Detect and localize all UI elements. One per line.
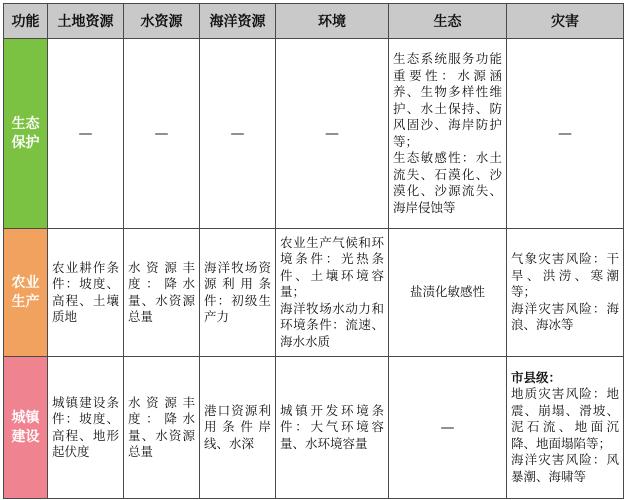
row-agricultural-production: [4, 229, 624, 357]
cell-land: 农业耕作条件：坡度、高程、土壤质地: [48, 229, 124, 357]
row-ecological-protection: [4, 39, 624, 229]
function-agricultural-production: [4, 229, 48, 357]
text-line: 地质灾害风险：地震、崩塌、滑坡、泥石流、地面沉降、地面塌陷等；: [511, 386, 619, 451]
text-line: 建设: [11, 428, 40, 445]
cell-ecology: 盐渍化敏感性: [389, 229, 507, 357]
cell-disaster: —: [507, 39, 624, 229]
text-line: 生产: [11, 293, 40, 310]
cell-environment: —: [276, 39, 389, 229]
text-line: 海洋牧场水动力和环境条件：流速、海水水质: [280, 300, 384, 349]
text-line: 农业生产气候和环境条件：光热条件、土壤环境容量；: [280, 234, 384, 300]
header-ecology: 生态: [389, 4, 507, 39]
cell-environment: 城镇开发环境条件：大气环境容量、水环境容量: [276, 357, 389, 499]
cell-water: —: [124, 39, 200, 229]
cell-disaster: [507, 357, 624, 499]
header-ocean: 海洋资源: [200, 4, 276, 39]
text-line: 生态: [11, 115, 40, 132]
text-line: 气象灾害风险：干旱、洪涝、寒潮等；: [511, 251, 619, 300]
cell-ocean: 港口资源利用条件岸线、水深: [200, 357, 276, 499]
text-line: 海洋灾害风险：风暴潮、海啸等: [511, 452, 619, 484]
text-line: 保护: [11, 134, 40, 151]
cell-water: 水资源丰度：降水量、水资源总量: [124, 229, 200, 357]
text-line: 生态敏感性：水土流失、石漠化、沙漠化、沙源流失、海岸侵蚀等: [393, 150, 502, 215]
cell-disaster: [507, 229, 624, 357]
cell-land: —: [48, 39, 124, 229]
function-ecological-protection: [4, 39, 48, 229]
header-disaster: 灾害: [507, 4, 624, 39]
function-urban-construction: [4, 357, 48, 499]
header-environment: 环境: [276, 4, 389, 39]
text-line: 生态系统服务功能重要性：水源涵养、生物多样性维护、水土保持、防风固沙、海岸防护等；: [393, 51, 502, 149]
cell-ecology: [389, 39, 507, 229]
disaster-level-heading: 市县级：: [511, 369, 562, 385]
evaluation-table: [3, 3, 624, 499]
header-water: 水资源: [124, 4, 200, 39]
cell-ecology: —: [389, 357, 507, 499]
cell-environment: [276, 229, 389, 357]
cell-ocean: 海洋牧场资源利用条件：初级生产力: [200, 229, 276, 357]
header-land: 土地资源: [48, 4, 124, 39]
text-line: 农业: [11, 274, 40, 291]
cell-water: 水资源丰度：降水量、水资源总量: [124, 357, 200, 499]
header-row: [4, 4, 624, 39]
cell-land: 城镇建设条件：坡度、高程、地形起伏度: [48, 357, 124, 499]
text-line: 城镇: [11, 409, 40, 426]
text-line: 海洋灾害风险：海浪、海冰等: [511, 300, 619, 333]
row-urban-construction: [4, 357, 624, 499]
cell-ocean: —: [200, 39, 276, 229]
header-function: 功能: [4, 4, 48, 39]
